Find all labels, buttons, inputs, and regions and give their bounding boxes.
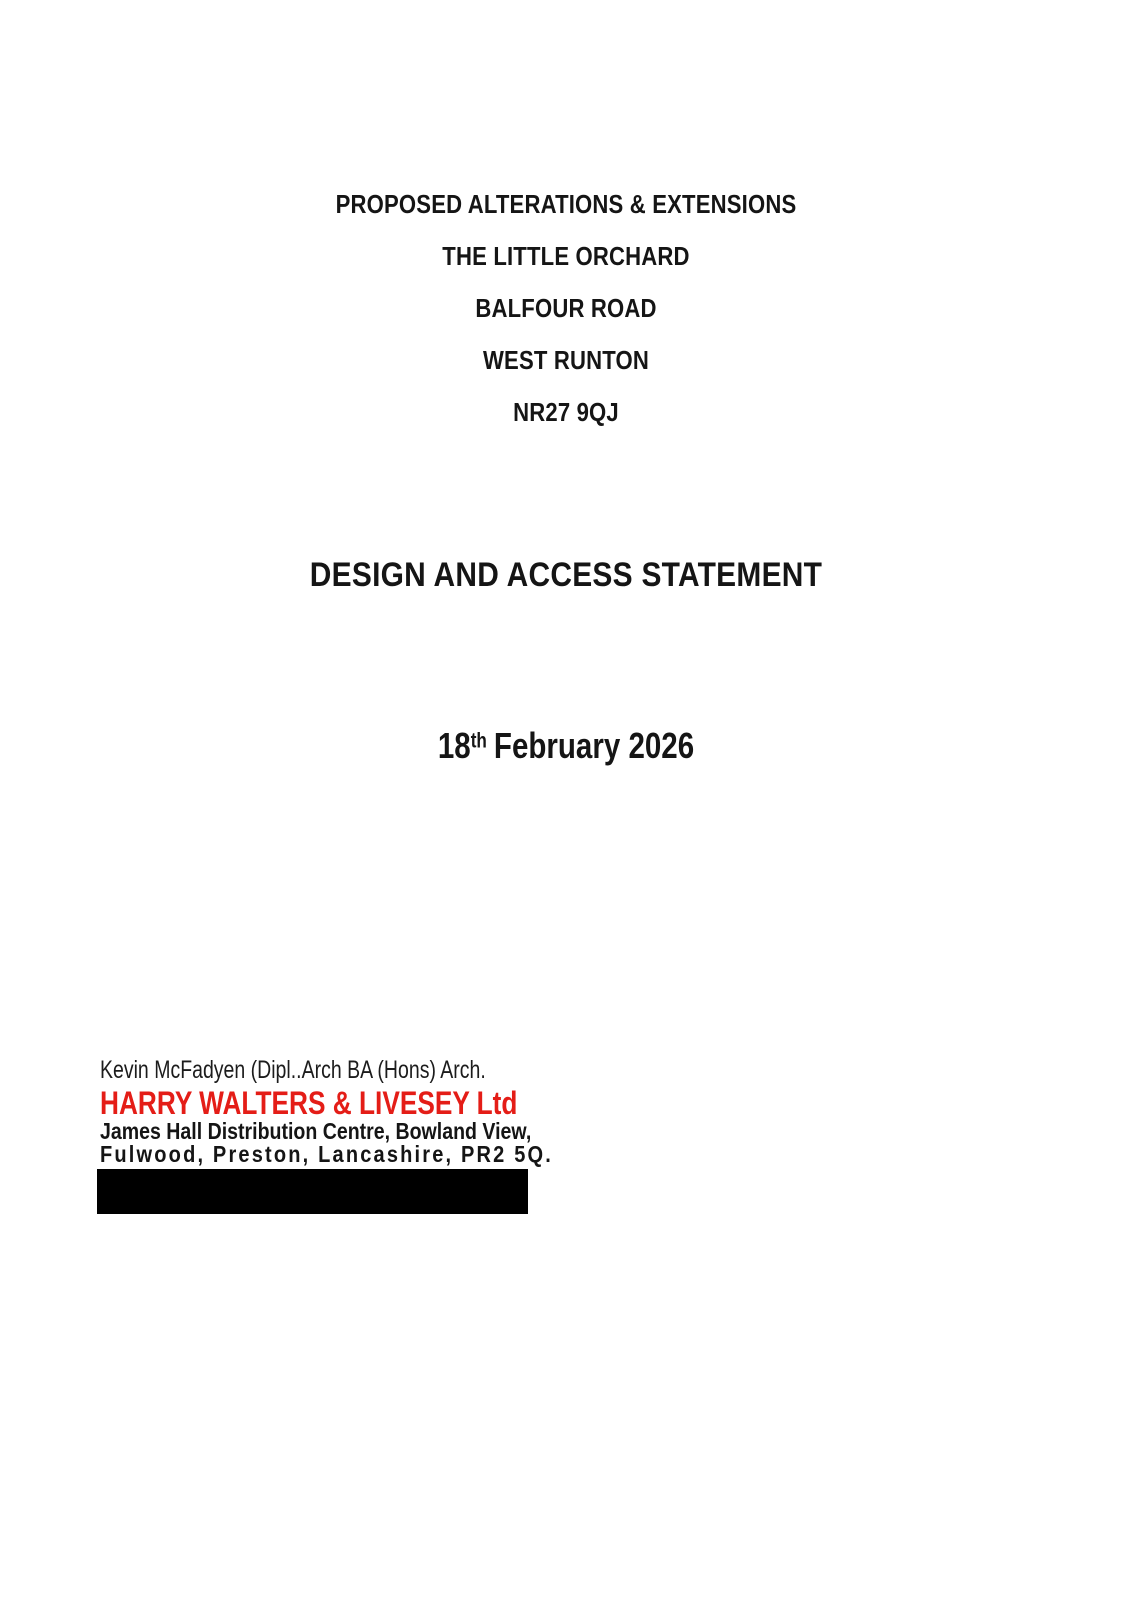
project-title-line: PROPOSED ALTERATIONS & EXTENSIONS	[335, 189, 797, 219]
date-ordinal: th	[470, 729, 487, 753]
postcode-line: NR27 9QJ	[513, 397, 619, 427]
company-address-line-2: Fulwood, Preston, Lancashire, PR2 5Q.	[100, 1141, 553, 1167]
date-month-year: February 2026	[493, 725, 695, 766]
company-address-line-1: James Hall Distribution Centre, Bowland View,	[100, 1118, 532, 1144]
company-name: HARRY WALTERS & LIVESEY Ltd	[100, 1085, 518, 1121]
document-date	[102, 720, 1030, 772]
document-title: DESIGN AND ACCESS STATEMENT	[309, 556, 823, 594]
street-line: BALFOUR ROAD	[475, 293, 657, 323]
project-header	[0, 178, 1132, 438]
property-name-line: THE LITTLE ORCHARD	[442, 241, 690, 271]
town-line: WEST RUNTON	[483, 345, 649, 375]
date-day: 18	[437, 725, 471, 766]
author-footer	[100, 1053, 720, 1214]
redaction-bar	[97, 1169, 528, 1214]
author-name: Kevin McFadyen (Dipl..Arch BA (Hons) Arch.	[100, 1056, 486, 1084]
